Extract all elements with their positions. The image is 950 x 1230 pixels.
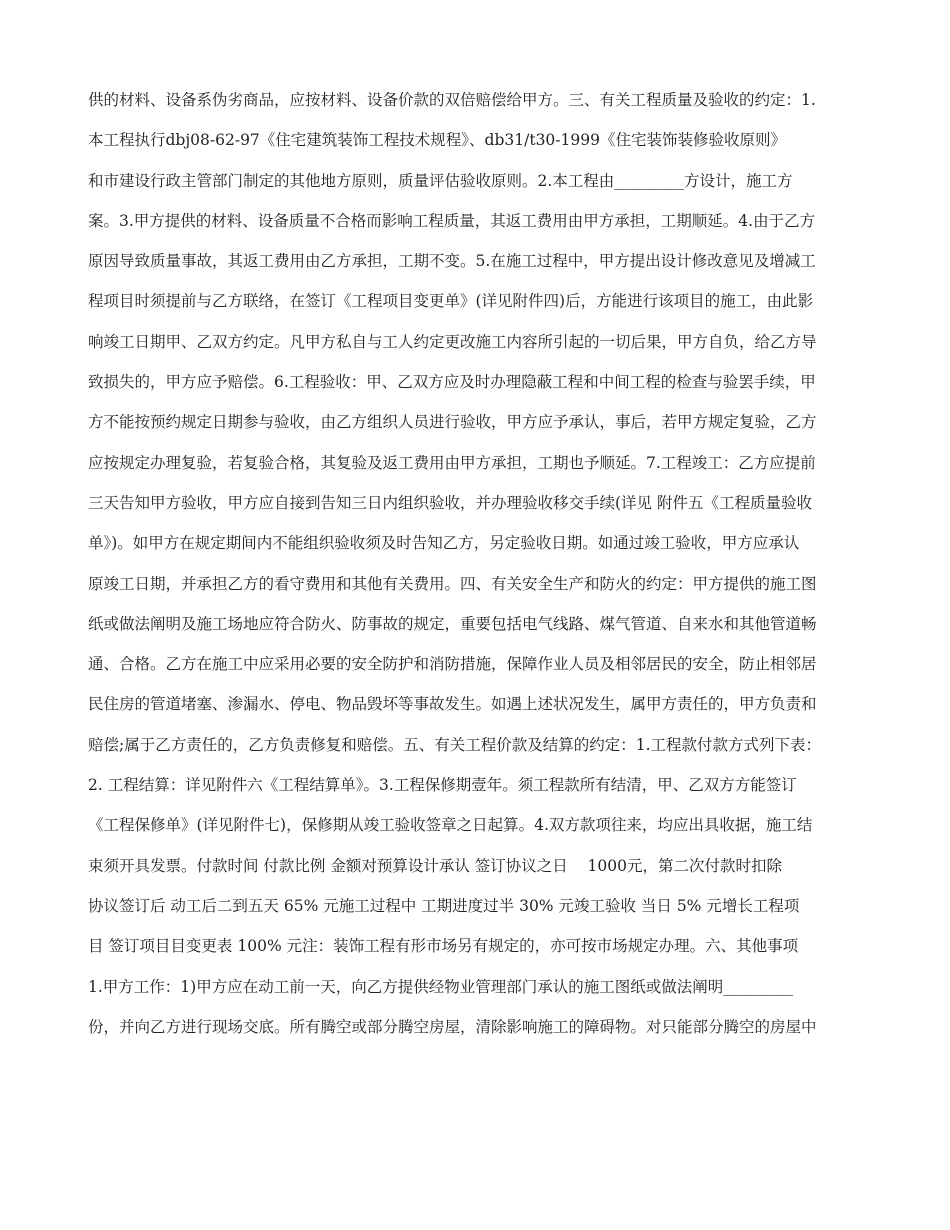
text-line: 束须开具发票。付款时间 付款比例 金额对预算设计承认 签订协议之日 1000元，第二次付款时扣除	[88, 856, 782, 875]
text-line: 协议签订后 动工后二到五天 65% 元施工过程中 工期进度过半 30% 元竣工验收 当日 5% 元增长工程项	[88, 896, 800, 915]
text-line: 1.甲方工作：1)甲方应在动工前一天，向乙方提供经物业管理部门承认的施工图纸或做法阐明_________	[88, 977, 793, 996]
text-line: 案。3.甲方提供的材料、设备质量不合格而影响工程质量，其返工费用由甲方承担，工期顺延。4.由于乙方	[88, 211, 816, 230]
text-line: 和市建设行政主管部门制定的其他地方原则，质量评估验收原则。2.本工程由_________方设计，施工方	[88, 171, 793, 190]
text-line: 目 签订项目目变更表 100% 元注：装饰工程有形市场另有规定的，亦可按市场规定办理。六、其他事项	[88, 937, 799, 956]
text-line: 致损失的，甲方应予赔偿。6.工程验收：甲、乙双方应及时办理隐蔽工程和中间工程的检查与验罢手续，甲	[88, 373, 816, 392]
text-line: 份，并向乙方进行现场交底。所有腾空或部分腾空房屋，清除影响施工的障碍物。对只能部分腾空的房屋中	[88, 1017, 817, 1036]
text-line: 原因导致质量事故，其返工费用由乙方承担，工期不变。5.在施工过程中，甲方提出设计修改意见及增减工	[88, 252, 816, 271]
text-line: 三天告知甲方验收，甲方应自接到告知三日内组织验收，并办理验收移交手续(详见 附件五《工程质量验收	[88, 493, 812, 512]
text-line: 应按规定办理复验，若复验合格，其复验及返工费用由甲方承担，工期也予顺延。7.工程竣工：乙方应提前	[88, 453, 816, 472]
text-line: 民住房的管道堵塞、渗漏水、停电、物品毁坏等事故发生。如遇上述状况发生，属甲方责任的，甲方负责和	[88, 695, 817, 714]
text-line: 《工程保修单》(详见附件七)，保修期从竣工验收签章之日起算。4.双方款项往来，均应出具收据，施工结	[88, 816, 813, 835]
text-line: 赔偿;属于乙方责任的，乙方负责修复和赔偿。五、有关工程价款及结算的约定：1.工程款付款方式列下表：	[88, 735, 822, 754]
text-line: 单》)。如甲方在规定期间内不能组织验收须及时告知乙方，另定验收日期。如通过竣工验收，甲方应承认	[88, 534, 800, 553]
text-line: 本工程执行dbj08-62-97《住宅建筑装饰工程技术规程》、db31/t30-1999《住宅装饰装修验收原则》	[88, 131, 786, 150]
text-line: 原竣工日期，并承担乙方的看守费用和其他有关费用。四、有关安全生产和防火的约定：甲方提供的施工图	[88, 574, 817, 593]
contract-body-text	[88, 80, 868, 1047]
text-line: 供的材料、设备系伪劣商品，应按材料、设备价款的双倍赔偿给甲方。三、有关工程质量及验收的约定：1.	[88, 91, 816, 109]
text-line: 通、合格。乙方在施工中应采用必要的安全防护和消防措施，保障作业人员及相邻居民的安全，防止相邻居	[88, 655, 817, 674]
text-line: 2. 工程结算：详见附件六《工程结算单》。3.工程保修期壹年。须工程款所有结清，甲、乙双方方能签订	[88, 776, 797, 795]
text-line: 纸或做法阐明及施工场地应符合防火、防事故的规定，重要包括电气线路、煤气管道、自来水和其他管道畅	[88, 614, 817, 633]
text-line: 程项目时须提前与乙方联络，在签订《工程项目变更单》(详见附件四)后，方能进行该项目的施工，由此影	[88, 292, 814, 311]
text-line: 方不能按预约规定日期参与验收，由乙方组织人员进行验收，甲方应予承认，事后，若甲方规定复验，乙方	[88, 413, 817, 432]
text-line: 响竣工日期甲、乙双方约定。凡甲方私自与工人约定更改施工内容所引起的一切后果，甲方自负，给乙方导	[88, 332, 817, 351]
